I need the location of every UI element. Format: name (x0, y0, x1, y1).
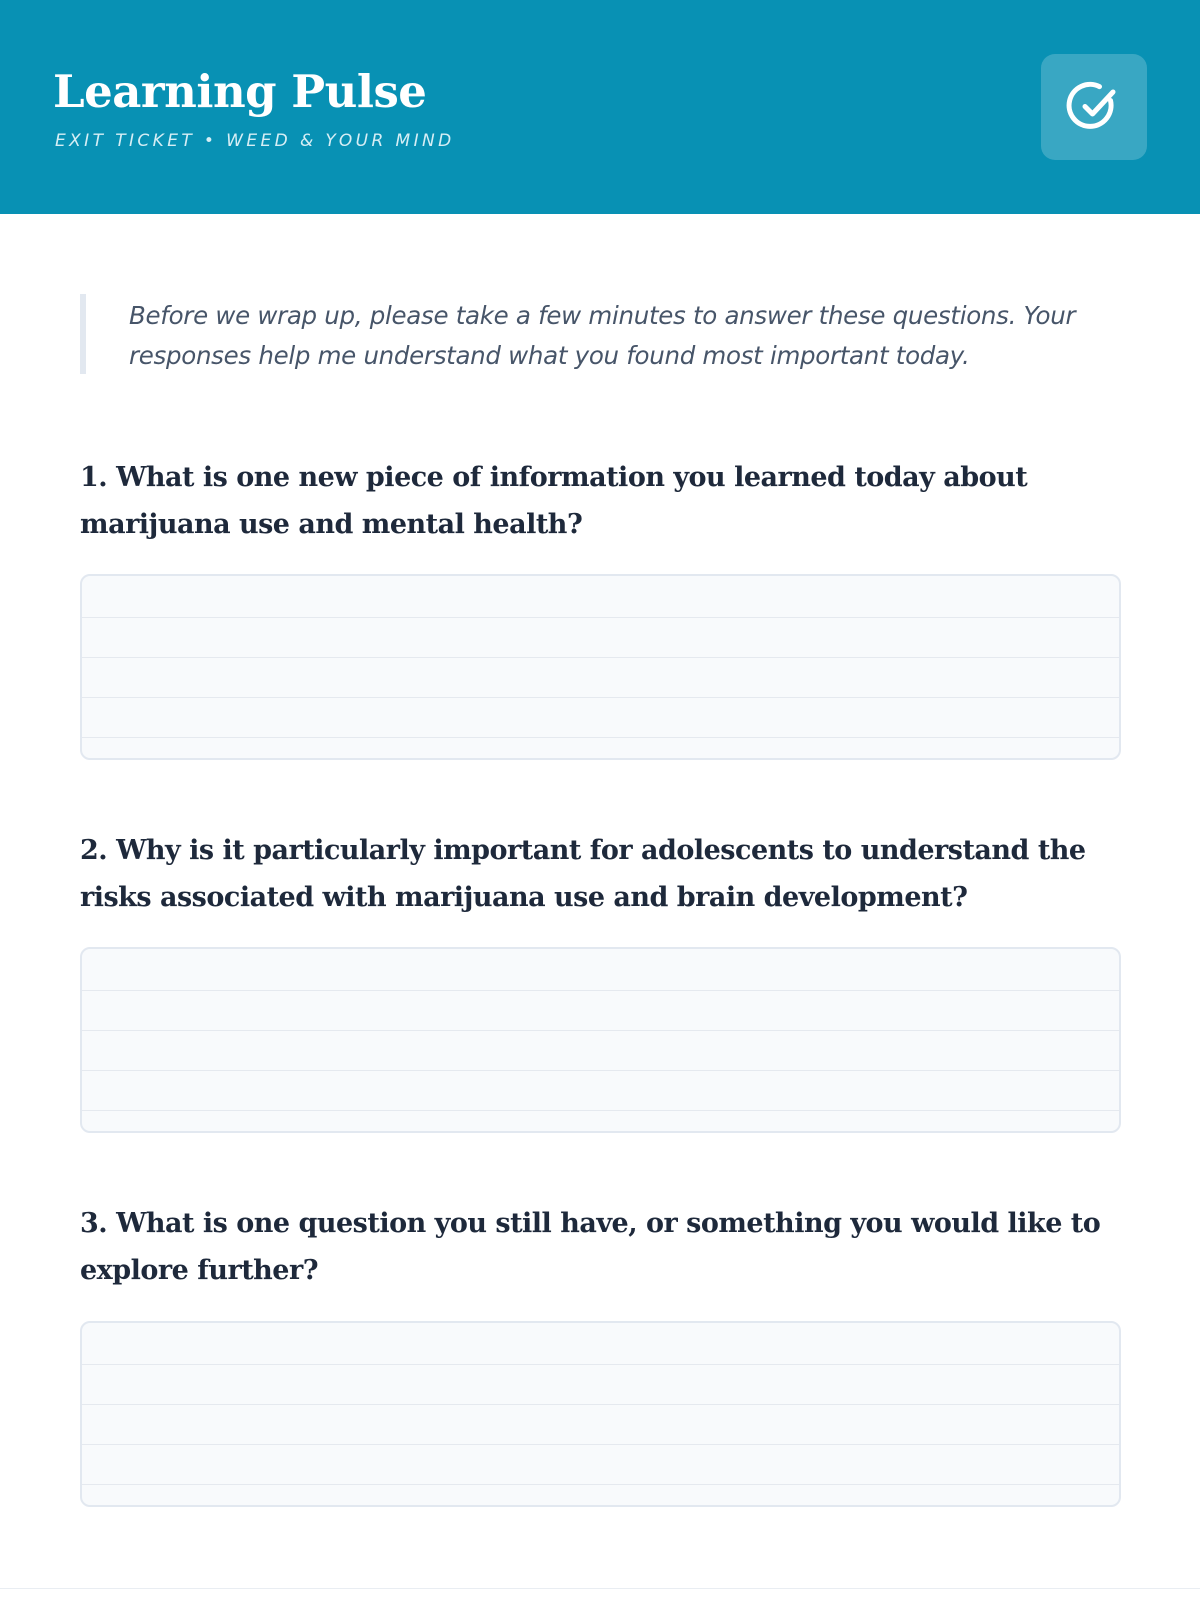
ruled-line (82, 1364, 1119, 1365)
app-subtitle: EXIT TICKET • WEED & YOUR MIND (55, 131, 455, 151)
ruled-line (82, 617, 1119, 618)
question-1-label: 1. What is one new piece of information you learned today about marijuana use and mental health? (80, 462, 1028, 540)
ruled-line (82, 1404, 1119, 1405)
intro-text: Before we wrap up, please take a few minutes to answer these questions. Your responses help me understand what you found most important today. (80, 294, 1121, 374)
submit-check-button[interactable] (1041, 54, 1147, 160)
answer-field-1[interactable] (80, 574, 1121, 760)
check-circle-icon (1066, 79, 1122, 135)
ruled-line (82, 1030, 1119, 1031)
ruled-line (82, 990, 1119, 991)
ruled-line (82, 1444, 1119, 1445)
answer-field-3[interactable] (80, 1321, 1121, 1507)
ruled-line (82, 737, 1119, 738)
answer-field-2[interactable] (80, 947, 1121, 1133)
ruled-line (82, 657, 1119, 658)
app-title: Learning Pulse (53, 65, 427, 118)
ruled-line (82, 1484, 1119, 1485)
page-header (0, 0, 1200, 214)
footer-divider (0, 1588, 1200, 1589)
ruled-line (82, 1110, 1119, 1111)
question-3-label: 3. What is one question you still have, or something you would like to explore further? (80, 1208, 1101, 1286)
ruled-line (82, 697, 1119, 698)
question-2-label: 2. Why is it particularly important for adolescents to understand the risks associated with marijuana use and brain development? (80, 835, 1086, 913)
ruled-line (82, 1070, 1119, 1071)
